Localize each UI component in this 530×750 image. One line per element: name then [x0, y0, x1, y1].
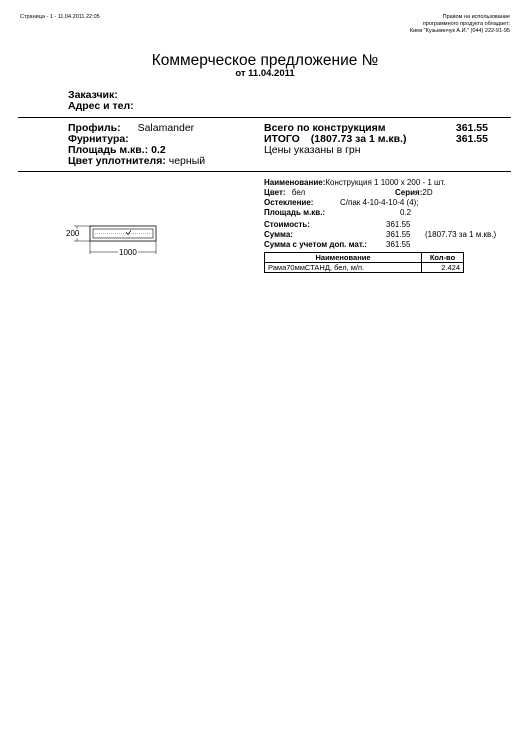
divider-top: [18, 117, 511, 118]
sum-value: 361.55: [386, 230, 411, 239]
seal-row: [68, 155, 205, 167]
spec-header-qty: Кол-во: [422, 253, 464, 263]
series-label: Серия:: [395, 188, 423, 197]
total-value: 361.55: [455, 133, 488, 145]
color-label: Цвет:: [264, 188, 286, 197]
address-label: Адрес и тел:: [68, 100, 134, 112]
rights-line-2: программного продукта обладает:: [422, 21, 510, 27]
construction-name-value: Конструкция 1 1000 x 200 - 1 шт.: [325, 178, 446, 187]
series-value: 2D: [422, 188, 433, 197]
color-value: бел: [291, 188, 306, 197]
page-date: от 11.04.2011: [235, 68, 295, 79]
sum-per-m2: (1807.73 за 1 м.кв.): [425, 230, 497, 239]
profile-value: Salamander: [137, 122, 195, 134]
spec-header-name: Наименование: [265, 253, 422, 263]
construction-area-label: Площадь м.кв.:: [264, 208, 326, 217]
construction-drawing: [60, 218, 160, 264]
page-info: Страница - 1 - 11.04.2011 22:05: [20, 14, 100, 20]
color-row: [264, 188, 305, 197]
construction-name-row: [264, 178, 445, 187]
profile-label: Профиль:: [68, 122, 121, 134]
sum-label: Сумма:: [264, 230, 293, 239]
rights-line-1: Правом на использование: [442, 14, 510, 20]
total-label: ИТОГО: [264, 133, 300, 145]
customer-label: Заказчик:: [68, 89, 118, 101]
construction-name-label: Наименование:: [264, 178, 326, 187]
seal-label: Цвет уплотнителя:: [68, 155, 166, 167]
width-label: 1000: [119, 248, 137, 257]
sum-extra-value: 361.55: [386, 240, 411, 249]
all-constructions-label: Всего по конструкциям: [264, 122, 386, 134]
spec-table: [264, 252, 464, 273]
glazing-value: С/пак 4-10-4-10-4 (4);: [340, 198, 419, 207]
fittings-label: Фурнитура:: [68, 133, 129, 145]
sum-extra-label: Сумма с учетом доп. мат.:: [264, 240, 367, 249]
currency-note: Цены указаны в грн: [264, 144, 361, 156]
glazing-label: Остекление:: [264, 198, 314, 207]
cost-label: Стоимость:: [264, 220, 310, 229]
cost-value: 361.55: [386, 220, 411, 229]
divider-bottom: [18, 171, 511, 172]
construction-area-value: 0.2: [400, 208, 412, 217]
height-label: 200: [66, 229, 80, 238]
area-value: 0.2: [151, 144, 166, 156]
seal-value: черный: [168, 155, 206, 167]
page-title: Коммерческое предложение №: [151, 52, 379, 69]
area-label: Площадь м.кв.:: [68, 144, 149, 156]
total-per-m2: (1807.73 за 1 м.кв.): [310, 133, 407, 145]
rights-line-3: Киев "Кузьминчук А.И." (044) 222-91-95: [409, 28, 510, 34]
table-row: [265, 263, 464, 273]
all-constructions-value: 361.55: [455, 122, 488, 134]
series-row: [395, 188, 433, 197]
spec-cell-qty: 2.424: [422, 263, 464, 273]
spec-cell-name: Рама70ммСТАНД, бел, м/п.: [265, 263, 422, 273]
spec-table-header: [265, 253, 464, 263]
